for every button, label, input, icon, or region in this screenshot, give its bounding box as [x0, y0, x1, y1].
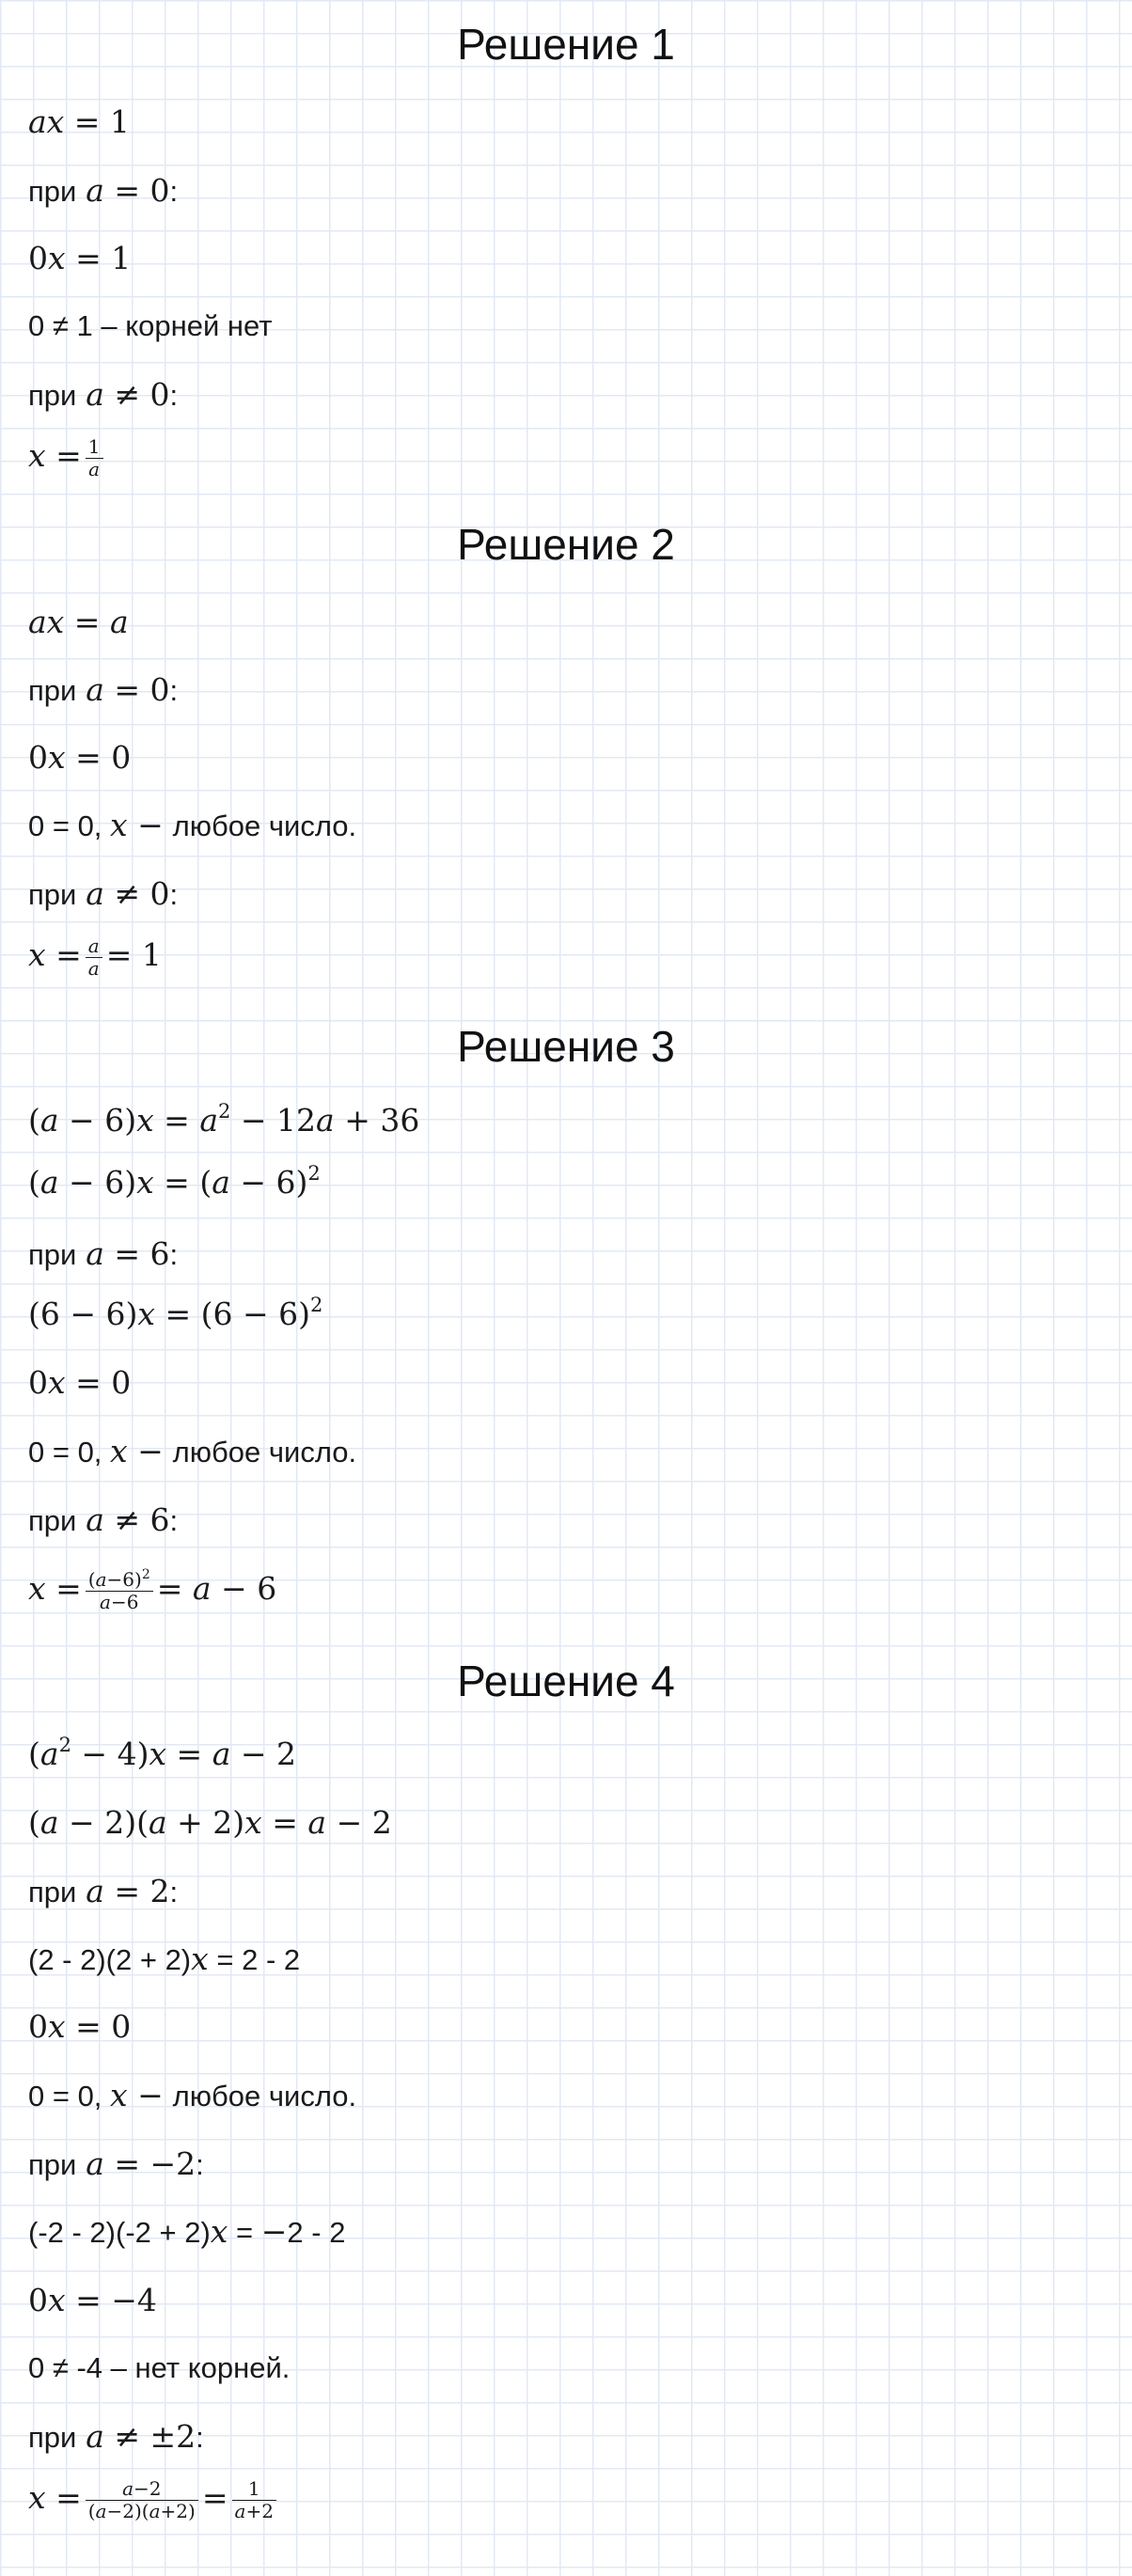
- s3-line-case-a-ne-6: при a ≠ 6:: [28, 1501, 179, 1538]
- s3-line-case-a6: при a = 6:: [28, 1235, 179, 1272]
- fraction: $\frac{a}{a}$: [86, 935, 102, 980]
- fraction: $\frac{1}{a+2}$: [232, 2478, 276, 2522]
- s4-line-substitute-minus2: (-2 - 2)(-2 + 2)x = −2 - 2: [28, 2213, 346, 2250]
- s2-line-case-a-ne-0: при a ≠ 0:: [28, 875, 179, 912]
- s4-line-case-a-minus2: при a = −2:: [28, 2145, 204, 2182]
- solution-4-heading: Решение 4: [457, 1657, 675, 1705]
- s4-line-any: 0 = 0, x − любое число.: [28, 2077, 357, 2113]
- s4-line-no-roots: 0 ≠ -4 – нет корней.: [28, 2351, 291, 2384]
- s1-line-case-a0: при a = 0:: [28, 172, 179, 209]
- s2-line-equation: ax = a: [28, 604, 129, 640]
- fraction: $\frac{(a-6)^2}{a-6}$: [86, 1569, 153, 1613]
- s4-line-answer: x = $\frac{a-2}{(a-2)(a+2)}$ = $\frac{1}{a+2}$: [28, 2478, 280, 2522]
- s2-line-case-a0: при a = 0:: [28, 671, 179, 708]
- s4-line-0x-b: 0x = −4: [28, 2282, 157, 2318]
- s1-line-0x: 0x = 1: [28, 240, 132, 276]
- s2-line-0x: 0x = 0: [28, 739, 132, 776]
- s4-line-factored: (a − 2)(a + 2)x = a − 2: [28, 1804, 392, 1841]
- s1-no-roots-text: корней нет: [125, 309, 273, 342]
- s4-line-case-a-ne-pm2: при a ≠ ±2:: [28, 2418, 204, 2455]
- s3-line-substitute: $(6 - 6)x = (6 - 6)^2$: [28, 1294, 323, 1332]
- s1-line-case-a-ne-0: при a ≠ 0:: [28, 376, 179, 413]
- s1-line-no-roots: 0 ≠ 1 – корней нет: [28, 309, 273, 342]
- solution-1-heading: Решение 1: [457, 20, 675, 69]
- solution-2-heading: Решение 2: [457, 520, 675, 569]
- solution-3-heading: Решение 3: [457, 1022, 675, 1071]
- s2-line-any: 0 = 0, x − любое число.: [28, 807, 357, 843]
- s3-line-equation: $(a - 6)x = a^2 - 12a + 36$: [28, 1100, 420, 1139]
- s3-line-0x: 0x = 0: [28, 1364, 132, 1401]
- s4-line-0x-a: 0x = 0: [28, 2008, 132, 2045]
- s3-line-factored: $(a - 6)x = (a - 6)^2$: [28, 1162, 321, 1201]
- fraction: $\frac{1}{a}$: [86, 436, 103, 480]
- s3-line-answer: x = $\frac{(a-6)^2}{a-6}$ = a − 6: [28, 1567, 277, 1613]
- s4-line-case-a2: при a = 2:: [28, 1873, 179, 1909]
- s1-line-answer: x = $\frac{1}{a}$: [28, 436, 107, 480]
- s4-no-roots-text: нет корней.: [134, 2351, 291, 2384]
- s1-line-equation: ax = 1: [28, 103, 130, 140]
- s4-line-substitute-2: (2 - 2)(2 + 2)x = 2 - 2: [28, 1940, 301, 1977]
- s2-line-answer: x = $\frac{a}{a}$ = 1: [28, 935, 162, 980]
- fraction: $\frac{a-2}{(a-2)(a+2)}$: [86, 2478, 198, 2522]
- s3-line-any: 0 = 0, x − любое число.: [28, 1433, 357, 1469]
- s4-line-equation: $(a^2 - 4)x = a - 2$: [28, 1734, 297, 1772]
